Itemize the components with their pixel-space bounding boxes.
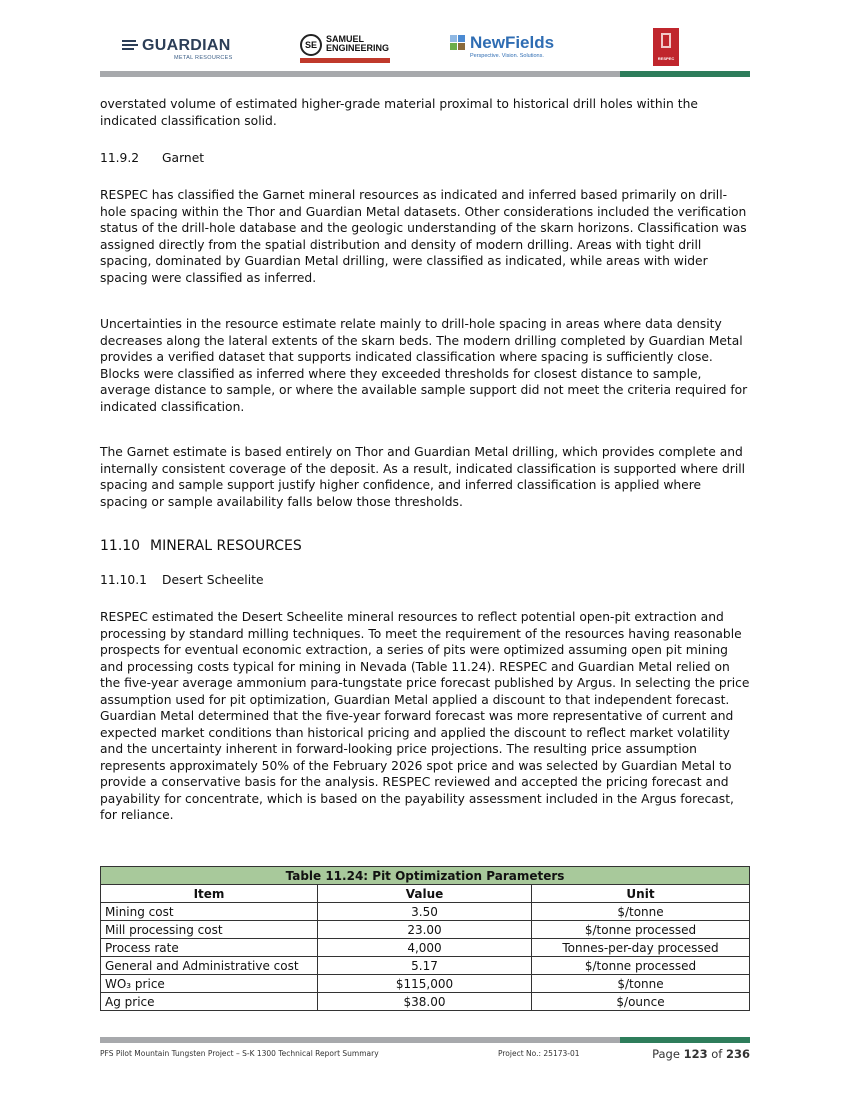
- table-cell: 4,000: [318, 939, 532, 957]
- table-cell: Mill processing cost: [101, 921, 318, 939]
- table-cell: General and Administrative cost: [101, 957, 318, 975]
- page-current: 123: [683, 1047, 708, 1061]
- samuel-mark: SE: [300, 34, 322, 56]
- pit-optimization-table: [100, 866, 750, 1011]
- footer-project-number: Project No.: 25173-01: [498, 1049, 580, 1058]
- newfields-square-icon: [450, 35, 457, 42]
- garnet-paragraph-1: [100, 187, 750, 286]
- table-caption: Table 11.24: Pit Optimization Parameters: [101, 867, 750, 885]
- footer-page-number: [652, 1047, 750, 1061]
- section-number: 11.10.1: [100, 573, 147, 587]
- respec-logo: [653, 28, 679, 66]
- paragraph-text: Uncertainties in the resource estimate relate mainly to drill-hole spacing in areas where data density decreases along the lateral extents of the skarn beds. The modern drilling completed by Guardian Metal provides a verified dataset that supports indicated classification where spacing is sufficiently close. Blocks were classified as inferred where they exceeded thresholds for closest distance to sample, average distance to sample, or where the available sample support did not meet the criteria required for indicated classification.: [100, 317, 748, 414]
- footer-divider-green: [620, 1037, 750, 1043]
- table-header-row: [101, 885, 750, 903]
- of-word: of: [711, 1047, 723, 1061]
- table-cell: 5.17: [318, 957, 532, 975]
- table-cell: Tonnes-per-day processed: [532, 939, 750, 957]
- header-divider-green: [620, 71, 750, 77]
- paragraph-text: The Garnet estimate is based entirely on Thor and Guardian Metal drilling, which provides complete and internally consistent coverage of the deposit. As a result, indicated classification is supported where drill spacing and sample support justify higher confidence, and inferred classification is applied where spacing or sample availability falls below those thresholds.: [100, 445, 746, 509]
- section-number: 11.9.2: [100, 151, 140, 165]
- table-row: [101, 975, 750, 993]
- newfields-square-icon: [458, 43, 465, 50]
- newfields-square-icon: [458, 35, 465, 42]
- garnet-paragraph-3: [100, 444, 750, 510]
- section-title: Desert Scheelite: [162, 573, 264, 587]
- column-header: Value: [318, 885, 532, 903]
- guardian-logo-sub: METAL RESOURCES: [174, 55, 233, 61]
- section-title: MINERAL RESOURCES: [150, 538, 302, 554]
- table-row: [101, 939, 750, 957]
- section-heading-11-10-1: [100, 572, 264, 588]
- table-cell: $38.00: [318, 993, 532, 1011]
- page-footer: [100, 1047, 750, 1063]
- samuel-logo-text: [326, 35, 389, 53]
- newfields-logo-name: NewFields: [470, 33, 555, 52]
- table-row: [101, 993, 750, 1011]
- header-divider: [100, 71, 750, 77]
- page-total: 236: [725, 1047, 750, 1061]
- column-header: Item: [101, 885, 318, 903]
- table-cell: Process rate: [101, 939, 318, 957]
- intro-text: overstated volume of estimated higher-grade material proximal to historical drill holes within the indicated classification solid.: [100, 97, 698, 128]
- newfields-tagline: Perspective. Vision. Solutions.: [470, 53, 544, 59]
- table-cell: 23.00: [318, 921, 532, 939]
- table-cell: Ag price: [101, 993, 318, 1011]
- table-cell: $/tonne: [532, 903, 750, 921]
- guardian-mark-icon: [122, 40, 138, 51]
- intro-paragraph: [100, 96, 750, 129]
- page-word: Page: [652, 1047, 680, 1061]
- section-title: Garnet: [162, 151, 205, 165]
- newfields-square-icon: [450, 43, 457, 50]
- header-divider-gray: [100, 71, 620, 77]
- table-cell: Mining cost: [101, 903, 318, 921]
- column-header: Unit: [532, 885, 750, 903]
- section-heading-11-9-2: [100, 150, 204, 166]
- samuel-engineering-logo: [300, 34, 392, 64]
- table-cell: $/ounce: [532, 993, 750, 1011]
- table-row: [101, 903, 750, 921]
- paragraph-text: RESPEC has classified the Garnet mineral resources as indicated and inferred based primarily on drill-hole spacing within the Thor and Guardian Metal datasets. Other considerations included the verification status of the drill-hole database and the geologic understanding of the skarn horizons. Classification was assigned directly from the spatial distribution and density of modern drilling. Areas with tight drill spacing, dominated by Guardian Metal drilling, were classified as indicated, while areas with wider spacing were classified as inferred.: [100, 188, 747, 285]
- respec-mark-icon: [661, 33, 671, 48]
- table-row: [101, 921, 750, 939]
- table-cell: WO₃ price: [101, 975, 318, 993]
- garnet-paragraph-2: [100, 316, 750, 415]
- guardian-logo-name: GUARDIAN: [142, 37, 231, 54]
- respec-logo-label: RESPEC: [657, 56, 675, 61]
- newfields-logo: [450, 35, 580, 65]
- samuel-line2: ENGINEERING: [326, 43, 390, 53]
- page-header: [100, 20, 750, 70]
- table-cell: 3.50: [318, 903, 532, 921]
- table-cell: $/tonne: [532, 975, 750, 993]
- table-cell: $/tonne processed: [532, 921, 750, 939]
- paragraph-text: RESPEC estimated the Desert Scheelite mineral resources to reflect potential open-pit extraction and processing by standard milling techniques. To meet the requirement of the resources having reasonable prospects for eventual economic extraction, a series of pits were optimized assuming open pit mining and processing costs typical for mining in Nevada (Table 11.24). RESPEC and Guardian Metal relied on the five-year average ammonium para-tungstate price forecast published by Argus. In selecting the price assumption used for pit optimization, Guardian Metal applied a discount to that independent forecast. Guardian Metal determined that the five-year forward forecast was more representative of current and expected market conditions than historical pricing and applied the discount to reflect market volatility and the uncertainty inherent in forward-looking price projections. The resulting price assumption represents approximately 50% of the February 2026 spot price and was selected by Guardian Metal to provide a conservative basis for the analysis. RESPEC reviewed and accepted the pricing forecast and payability for concentrate, which is based on the payability assessment included in the Argus forecast, for reliance.: [100, 610, 750, 822]
- table-cell: $115,000: [318, 975, 532, 993]
- table-caption-row: [101, 867, 750, 885]
- samuel-line1: SAMUEL: [326, 34, 364, 44]
- footer-divider-gray: [100, 1037, 620, 1043]
- table-row: [101, 957, 750, 975]
- desert-scheelite-paragraph: [100, 609, 750, 824]
- footer-report-title: PFS Pilot Mountain Tungsten Project – S-K 1300 Technical Report Summary: [100, 1049, 379, 1058]
- section-number: 11.10: [100, 538, 141, 554]
- table-cell: $/tonne processed: [532, 957, 750, 975]
- footer-divider: [100, 1037, 750, 1043]
- section-heading-11-10: [100, 537, 302, 555]
- samuel-tagline-bar: [300, 58, 390, 63]
